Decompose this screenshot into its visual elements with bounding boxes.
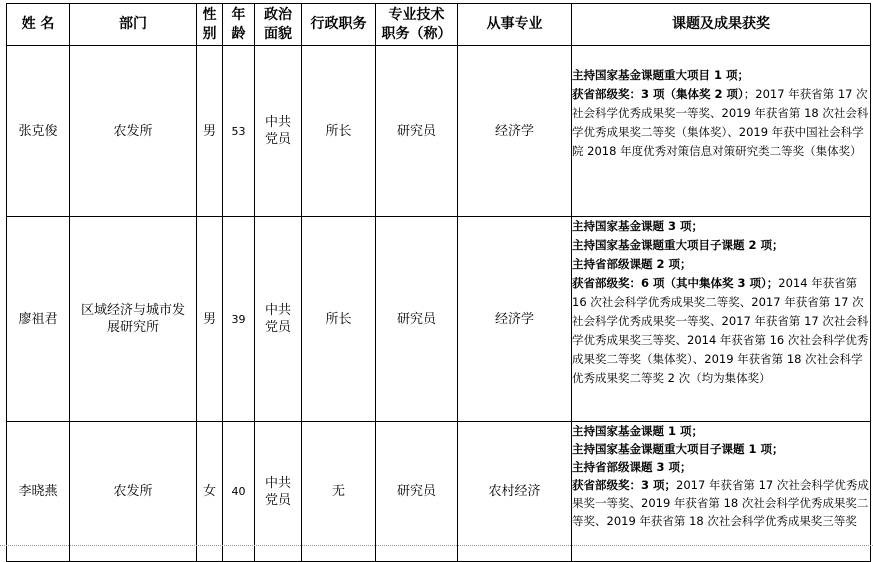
award-bold: 主持省部级课题 2 项；	[572, 257, 692, 271]
cell-specialty: 经济学	[458, 217, 572, 422]
table-row	[7, 217, 871, 422]
cell-specialty: 农村经济	[458, 422, 572, 562]
cell-awards	[572, 422, 871, 562]
award-line	[572, 458, 870, 476]
cell-name: 廖祖君	[7, 217, 70, 422]
award-bold: 主持国家基金课题 1 项；	[572, 424, 704, 438]
award-bold: 主持省部级课题 3 项；	[572, 460, 692, 474]
award-bold: 获省部级奖：6 项（其中集体奖 3 项）；	[572, 276, 779, 290]
cell-political-line1: 中共	[264, 475, 291, 491]
award-line	[572, 236, 870, 255]
cell-political-line1: 中共	[264, 303, 291, 318]
cell-specialty: 经济学	[458, 46, 572, 217]
cell-awards	[572, 46, 871, 217]
cell-name: 张克俊	[7, 46, 70, 217]
cell-awards	[572, 217, 871, 422]
cell-political-line2: 党员	[264, 492, 291, 508]
cell-title: 研究员	[376, 217, 458, 422]
award-line	[572, 85, 870, 161]
cell-admin-post: 所长	[302, 46, 376, 217]
award-line	[572, 440, 870, 458]
header-title	[376, 4, 458, 46]
header-age-line1: 年	[231, 6, 246, 23]
header-title-line1: 专业技术	[388, 6, 445, 23]
award-bold: 主持国家基金课题重大项目子课题 1 项；	[572, 442, 784, 456]
page-edge-divider	[0, 545, 873, 546]
award-line	[572, 274, 870, 388]
cell-gender: 男	[197, 46, 223, 217]
award-bold: 主持国家基金课题重大项目 1 项；	[572, 68, 750, 82]
cell-dept: 农发所	[70, 422, 197, 562]
table-row	[7, 422, 871, 562]
header-specialty: 从事专业	[458, 4, 572, 46]
cell-political	[255, 217, 302, 422]
cell-title: 研究员	[376, 46, 458, 217]
award-text: 2014 年获省第 16 次社会科学优秀成果奖二等奖、2017 年获省第 17 次社会科学优秀成果奖一等奖、2017 年获省第 17 次社会科学优秀成果奖三等奖、2014 年获省第 16 次社会科学优秀成果奖二等奖（集体奖）、2019 年获省第 18 次社会科学优秀成果奖二等奖 2 次（均为集体奖）	[572, 276, 869, 385]
header-political-line2: 面貌	[264, 25, 292, 42]
cell-gender: 女	[197, 422, 223, 562]
cell-political-line1: 中共	[264, 115, 291, 130]
cell-political	[255, 422, 302, 562]
cell-title: 研究员	[376, 422, 458, 562]
cell-dept: 农发所	[70, 46, 197, 217]
cell-political-line2: 党员	[264, 132, 291, 147]
header-gender-line2: 别	[202, 25, 217, 42]
header-gender-line1: 性	[202, 6, 217, 23]
award-text: 2017 年获省第 17 次社会科学优秀成果奖一等奖、2019 年获省第 18 次社会科学优秀成果奖二等奖、2019 年获省第 18 次社会科学优秀成果奖三等奖	[572, 478, 869, 528]
award-bold: 获省部级奖：3 项（集体奖 2 项）	[572, 87, 744, 101]
header-age-line2: 龄	[231, 25, 246, 42]
cell-political-line2: 党员	[264, 320, 291, 335]
header-row	[7, 4, 871, 46]
header-age	[223, 4, 255, 46]
cell-age: 53	[223, 46, 255, 217]
award-bold: 主持国家基金课题 3 项；	[572, 219, 704, 233]
cell-age: 39	[223, 217, 255, 422]
personnel-table	[6, 3, 871, 562]
header-gender	[197, 4, 223, 46]
cell-admin-post: 无	[302, 422, 376, 562]
cell-dept: 区域经济与城市发展研究所	[70, 217, 197, 422]
cell-political	[255, 46, 302, 217]
award-line	[572, 217, 870, 236]
cell-name: 李晓燕	[7, 422, 70, 562]
award-text: ；2017 年获省第 17 次社会科学优秀成果奖一等奖、2019 年获省第 18 次社会科学优秀成果奖二等奖（集体奖）、2019 年获中国社会科学院 2018 年度优秀对策信息对策研究类二等奖（集体奖）	[572, 87, 869, 158]
header-awards: 课题及成果获奖	[572, 4, 871, 46]
cell-gender: 男	[197, 217, 223, 422]
award-line	[572, 255, 870, 274]
header-title-line2: 职务（称）	[381, 25, 452, 42]
award-bold: 获省部级奖：3 项；	[572, 478, 677, 492]
header-admin-post: 行政职务	[302, 4, 376, 46]
header-political-line1: 政治	[264, 6, 292, 23]
header-political	[255, 4, 302, 46]
cell-admin-post: 所长	[302, 217, 376, 422]
cell-age: 40	[223, 422, 255, 562]
award-line	[572, 476, 870, 530]
header-name: 姓 名	[7, 4, 70, 46]
award-bold: 主持国家基金课题重大项目子课题 2 项；	[572, 238, 784, 252]
award-line	[572, 422, 870, 440]
table-row	[7, 46, 871, 217]
award-line	[572, 66, 870, 85]
header-dept: 部门	[70, 4, 197, 46]
